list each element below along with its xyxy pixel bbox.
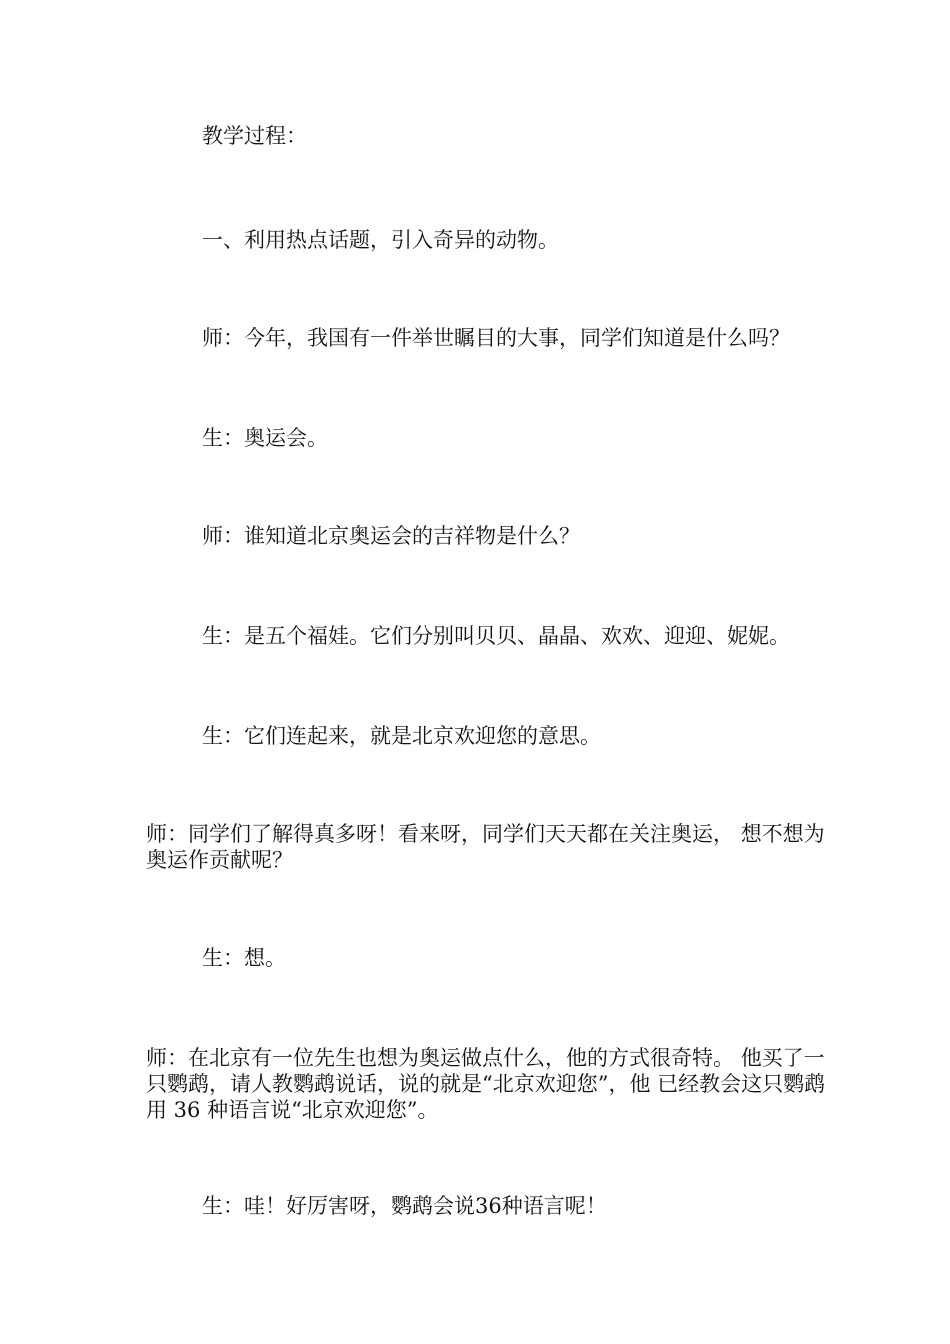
paragraph-section-one: 一、利用热点话题，引入奇异的动物。 (202, 228, 559, 252)
paragraph-line: 师：在北京有一位先生也想为奥运做点什么，他的方式很奇特。 (146, 1046, 734, 1070)
paragraph-student-answer-2: 生：是五个福娃。它们分别叫贝贝、晶晶、欢欢、迎迎、妮妮。 (202, 624, 790, 648)
paragraph-teacher-question-1: 师：今年，我国有一件举世瞩目的大事，同学们知道是什么吗？ (202, 326, 790, 350)
paragraph-student-answer-1: 生：奥运会。 (202, 426, 328, 450)
paragraph-line: 已经教会这只鹦鹉用 36 种语言说“北京欢迎您”。 (146, 1072, 826, 1122)
paragraph-line: 师：同学们了解得真多呀！看来呀，同学们天天都在关注奥运， (146, 822, 734, 846)
paragraph-student-answer-3: 生：它们连起来，就是北京欢迎您的意思。 (202, 724, 601, 748)
paragraph-teacher-question-2: 师：谁知道北京奥运会的吉祥物是什么？ (202, 524, 580, 548)
paragraph-student-answer-4: 生：想。 (202, 946, 286, 970)
paragraph-teacher-remark-1 (146, 821, 826, 873)
paragraph-teacher-remark-2 (146, 1045, 826, 1123)
paragraph-student-answer-5: 生：哇！好厉害呀，鹦鹉会说36种语言呢！ (202, 1194, 607, 1218)
paragraph-teaching-process: 教学过程： (202, 124, 307, 148)
paragraph-line: 他买了一只鹦鹉，请人教鹦鹉说话，说的就是“北京欢迎您”，他 (146, 1046, 825, 1096)
paragraph-line: 想不想为奥运作贡献呢？ (146, 822, 825, 872)
